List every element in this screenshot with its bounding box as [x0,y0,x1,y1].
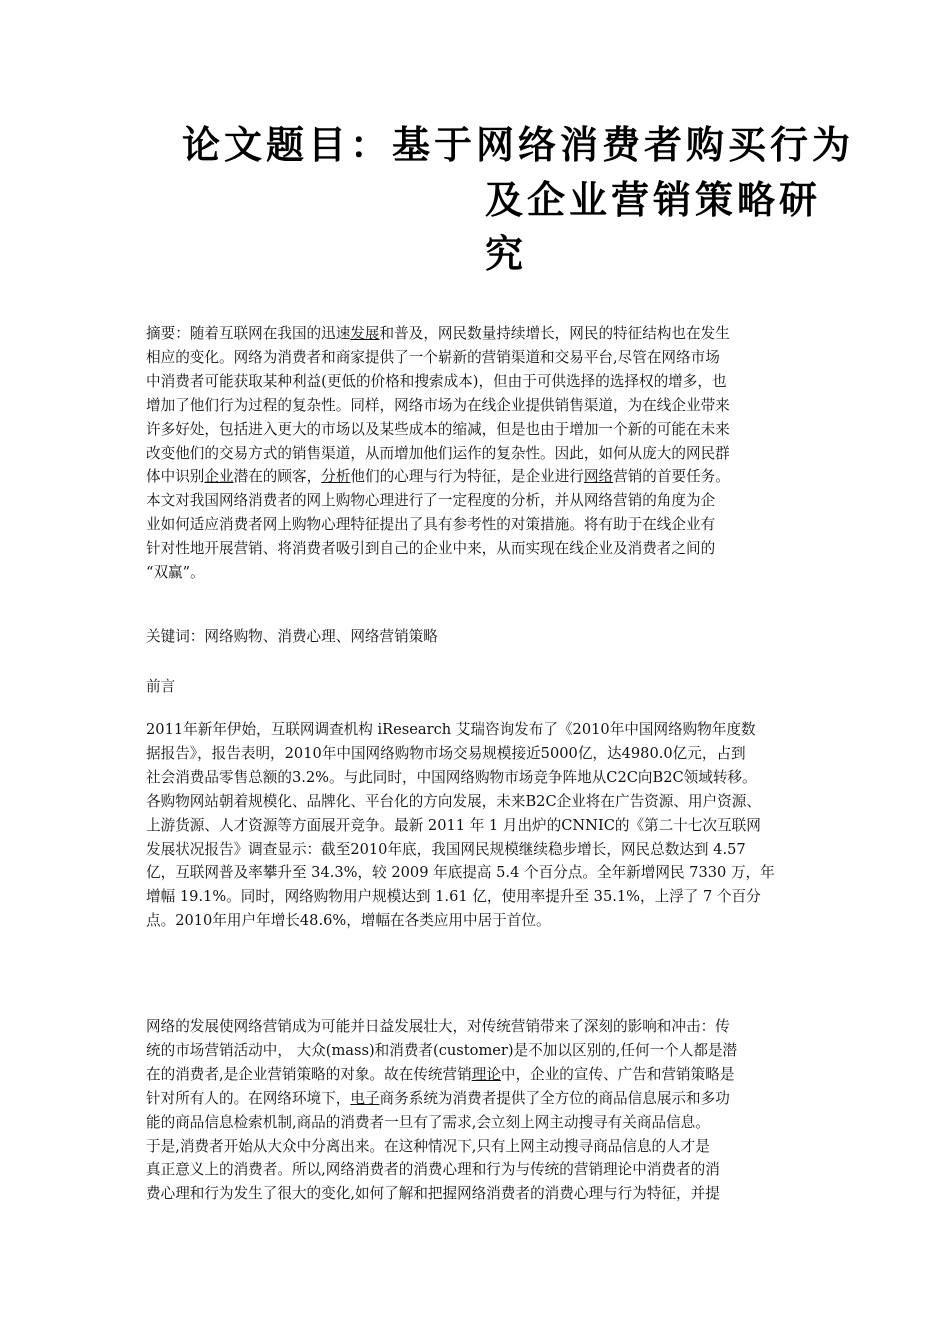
intro-line: 社会消费品零售总额的3.2%。与此同时，中国网络购物市场竞争阵地从C2C向B2C领域转移。 [146,768,757,786]
body-line: 真正意义上的消费者。所以,网络消费者的消费心理和行为与传统的营销理论中消费者的消 [146,1161,720,1179]
abstract-paragraph [146,322,822,585]
title-line-1: 论文题目：基于网络消费者购买行为 [182,123,855,167]
text-span: 在的消费者,是企业营销策略的对象。故在传统营销 [146,1065,472,1083]
abstract-line: 许多好处，包括进入更大的市场以及某些成本的缩减，但是也由于增加一个新的可能在未来 [146,420,730,438]
link-development[interactable]: 发展 [350,325,380,342]
intro-line: 2011年新年伊始，互联网调查机构 iResearch 艾瑞咨询发布了《2010年中国网络购物年度数 [146,721,756,738]
text-span: 体中识别 [146,468,205,486]
abstract-line: 业如何适应消费者网上购物心理特征提出了具有参考性的对策措施。将有助于在线企业有 [146,516,716,534]
abstract-line [146,465,822,489]
body-line: 能的商品信息检索机制,商品的消费者一旦有了需求,会立刻上网主动搜寻有关商品信息。 [146,1113,710,1131]
body-paragraph [146,1015,822,1206]
text-span: 潜在的顾客， [233,468,322,486]
preface-heading [146,675,822,699]
body-line: 统的市场营销活动中， 大众(mass)和消费者(customer)是不加以区别的,任何一个人都是潜 [146,1041,738,1059]
title-line-3: 究 [485,232,528,276]
text-span: 商务系统为消费者提供了全方位的商品信息展示和多功 [379,1089,730,1107]
intro-line: 点。2010年用户年增长48.6%，增幅在各类应用中居于首位。 [146,912,551,930]
text-span: 针对所有人的。在网络环境下， [146,1089,351,1107]
text-span: 摘要：随着互联网在我国的迅速 [146,325,351,342]
keywords-text: 关键词：网络购物、消费心理、网络营销策略 [146,628,438,645]
body-line [146,1063,822,1087]
link-theory[interactable]: 理论 [471,1065,501,1083]
keywords-line [146,625,822,649]
text-span: 中，企业的宣传、广告和营销策略是 [500,1065,735,1083]
intro-line: 亿，互联网普及率攀升至 34.3%，较 2009 年底提高 5.4 个百分点。全年新增网民 7330 万，年 [146,864,775,882]
abstract-line: 改变他们的交易方式的销售渠道，从而增加他们运作的复杂性。因此，如何从庞大的网民群 [146,444,730,462]
intro-paragraph [146,718,822,933]
preface-heading-text: 前言 [146,678,176,695]
intro-line: 据报告》，报告表明，2010年中国网络购物市场交易规模接近5000亿，达4980.0亿元，占到 [146,744,746,762]
link-analysis[interactable]: 分析 [321,468,351,486]
body-line [146,1087,822,1111]
link-enterprise[interactable]: 企业 [204,468,234,486]
abstract-line: 针对性地开展营销、将消费者吸引到自己的企业中来，从而实现在线企业及消费者之间的 [146,540,716,558]
abstract-line: “双赢”。 [146,564,205,582]
abstract-line: 相应的变化。网络为消费者和商家提供了一个崭新的营销渠道和交易平台,尽管在网络市场 [146,348,720,366]
body-line: 费心理和行为发生了很大的变化,如何了解和把握网络消费者的消费心理与行为特征，并提 [146,1185,720,1203]
abstract-line: 增加了他们行为过程的复杂性。同样，网络市场为在线企业提供销售渠道，为在线企业带来 [146,396,730,414]
text-span: 和普及，网民数量持续增长，网民的特征结构也在发生 [379,325,730,342]
text-span: 他们的心理与行为特征，是企业进行 [350,468,584,486]
intro-line: 增幅 19.1%。同时，网络购物用户规模达到 1.61 亿，使用率提升至 35.1%，上浮了 7 个百分 [146,888,761,906]
abstract-line [146,322,822,346]
abstract-line: 中消费者可能获取某种利益(更低的价格和搜索成本)，但由于可供选择的选择权的增多，也 [146,372,727,390]
intro-line: 发展状况报告》调查显示：截至2010年底，我国网民规模继续稳步增长，网民总数达到 4.57 [146,840,746,858]
link-network[interactable]: 网络 [583,468,614,486]
intro-line: 各购物网站朝着规模化、品牌化、平台化的方向发展，未来B2C企业将在广告资源、用户资源、 [146,792,761,810]
title-line-2: 及企业营销策略研 [485,178,822,222]
intro-line: 上游货源、人才资源等方面展开竞争。最新 2011 年 1 月出炉的CNNIC的《第二十七次互联网 [146,816,761,834]
body-line: 网络的发展使网络营销成为可能并日益发展壮大，对传统营销带来了深刻的影响和冲击：传 [146,1018,730,1035]
abstract-line: 本文对我国网络消费者的网上购物心理进行了一定程度的分析，并从网络营销的角度为企 [146,492,716,510]
text-span: 营销的首要任务。 [613,468,730,486]
link-electronic[interactable]: 电子 [350,1089,380,1107]
body-line: 于是,消费者开始从大众中分离出来。在这种情况下,只有上网主动搜寻商品信息的人才是 [146,1137,710,1155]
